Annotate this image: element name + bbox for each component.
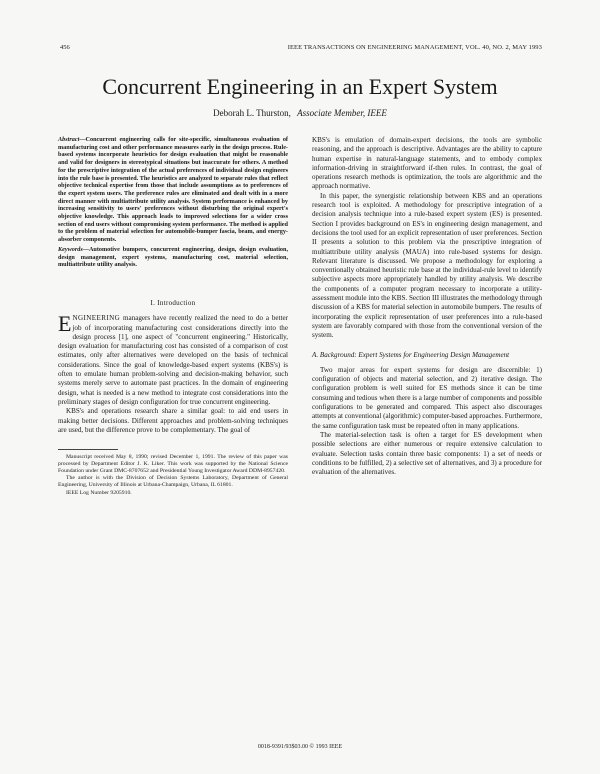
footnote-log-number: IEEE Log Number 9205910. (66, 489, 132, 496)
right-paragraph-1: KBS's is emulation of domain-expert decisions, the tools are symbolic reasoning, and the approach is descriptive. Advantages are the ability to capture human expertise in natural-language statements, and to embody complex information-driving in straightforward if-then rules. In contrast, the goal of operations research methods is optimization, the tools are algorithmic and the approach normative. (312, 136, 542, 191)
footnote-affiliation: The author is with the Division of Decision Systems Laboratory, Department of General Engineering, University of Illinois at Urbana-Champaign, Urbana, IL 61801. (58, 475, 288, 489)
section-heading-introduction: I. Introduction (150, 298, 196, 307)
right-paragraph-4: The material-selection task is often a target for ES development when possible selections are either numerous or require extensive calculation to evaluate. Selection tasks contain three basic components: 1) a set of needs or conditions to be fulfilled, 2) a selective set of alternatives, and 3) a procedure for evaluation of the alternatives. (312, 430, 542, 477)
keywords (58, 246, 288, 269)
left-column (58, 136, 288, 497)
author-name: Deborah L. Thurston, (213, 108, 291, 118)
right-column (312, 136, 542, 477)
subsection-heading: A. Background: Expert Systems for Engineering Design Management (312, 350, 510, 359)
journal-header: IEEE TRANSACTIONS ON ENGINEERING MANAGEMENT, VOL. 40, NO. 2, MAY 1993 (287, 44, 542, 51)
abstract-text: —Concurrent engineering calls for site-specific, simultaneous evaluation of manufacturing cost and other performance measures early in the design process. Rule-based systems incorporate heuristics for design evaluation that might be reasonable and valid for designers in stereotypical situations but inaccurate for others. A method for the prescriptive integration of the actual preferences of individual design engineers into the rule base is presented. The heuristics are analyzed to separate rules that reflect objective technical expertise from those that include assumptions as to preferences of the expert system users. The preference rules are eliminated and dealt with in a more direct manner with multiattribute utility analysis. System performance is enhanced by increasing sensitivity to users' preferences without disturbing the original expert's objective knowledge. This approach leads to improved selections for a wider cross section of end users without compromising system performance. The method is applied to the problem of material selection for automobile-bumper fascia, beam, and energy-absorber components. (58, 136, 288, 244)
author-line (0, 108, 600, 118)
right-paragraph-2: In this paper, the synergistic relationship between KBS and an operations research tool is exploited. A methodology for prescriptive integration of a decision analysis technique into a rule-based expert system (ES) is presented. Section I provides background on ES's in engineering design management, and decisions the tool used for an explicit representation of user preferences. Section II presents a solution to this problem via the prescriptive integration of multiattribute utility analysis (MAUA) into rule-based systems for design. Relevant literature is discussed. We propose a methodology for exploring a conventionally obtained heuristic rule base at the individual-rule level to identify subjective aspects more appropriately handled by utility analysis. We describe the components of a computer program necessary to incorporate a utility-assessment module into the KBS. Section III illustrates the methodology through discussion of a KBS for material selection in automobile bumpers. The results of incorporating the explicit representation of user preferences into a rule-based system are favorably compared with those from the conventional version of the system. (312, 191, 542, 340)
keywords-label: Keywords (58, 245, 83, 253)
abstract (58, 136, 288, 244)
copyright-line: 0018-9391/93$03.00 © 1993 IEEE (257, 744, 343, 750)
right-paragraph-3: Two major areas for expert systems for design are discernible: 1) configuration of objects and material selection, and 2) iterative design. The configuration problem is well suited for ES methods since it can be time consuming and tedious when there is a large number of components and possible configurations to be generated and compared. This aspect also discourages attempts at conventional (algorithmic) computer-based approaches. Furthermore, the same configuration task must be repeated often in many applications. (312, 365, 542, 430)
page-number: 456 (60, 44, 70, 51)
drop-cap: E (58, 311, 72, 337)
intro-paragraph-2: KBS's and operations research share a similar goal: to aid end users in making better decisions. Different approaches and problem-solving techniques are used, but the difference prove to be complementary. The goal of (58, 407, 288, 434)
lead-word: NGINEERING (72, 314, 121, 323)
author-membership: Associate Member, IEEE (297, 108, 387, 118)
footnote-divider (58, 449, 118, 450)
intro-paragraph-1 (58, 311, 288, 407)
footnote-manuscript: Manuscript received May 8, 1990; revised December 1, 1991. The review of this paper was processed by Department Editor J. K. Liker. This work was supported by the National Science Foundation under Grant DMC-8707652 and Presidential Young Investigator Award DDM-8957420. (58, 454, 288, 475)
paper-title: Concurrent Engineering in an Expert System (102, 74, 498, 99)
abstract-label: Abstract (58, 136, 80, 143)
intro-paragraph-1-text: managers have recently realized the need to do a better job of incorporating manufacturing cost considerations directly into the design process [1], one aspect of "concurrent engineering." Historically, design evaluation for manufacturing cost has consisted of a comparison of cost estimates, only after alternatives were developed on the basis of technical considerations. Since the goal of knowledge-based expert systems (KBS's) is often to emulate human problem-solving and decision-making behavior, such systems merely serve to automate past practices. In the domain of engineering design, what is needed is a new method to integrate cost considerations into the preliminary stages of design configuration for true concurrent engineering. (58, 314, 288, 406)
keywords-text: —Automotive bumpers, concurrent engineering, design, design evaluation, design management, expert systems, manufacturing cost, material selection, multiattribute utility analysis. (58, 245, 288, 269)
